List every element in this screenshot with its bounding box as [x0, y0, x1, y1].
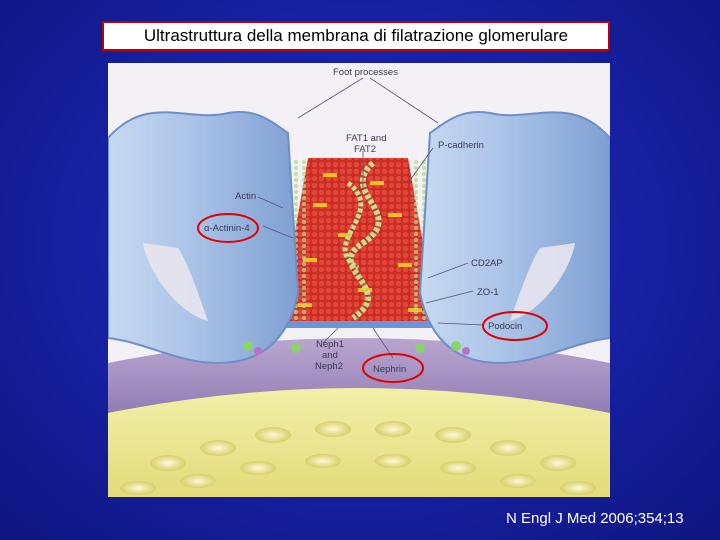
slit-base-row	[278, 321, 438, 328]
diagram-svg	[108, 63, 610, 497]
label-nephrin: Nephrin	[373, 364, 407, 375]
label-neph1: Neph1	[316, 339, 344, 350]
label-alpha-actinin: α-Actinin-4	[204, 223, 250, 234]
label-neph-and: and	[322, 350, 338, 361]
label-foot-processes: Foot processes	[333, 67, 398, 78]
label-neph2: Neph2	[315, 361, 343, 372]
label-fat2: FAT2	[354, 144, 376, 155]
podocyte-slit-diagram	[108, 63, 610, 497]
slide-title: Ultrastruttura della membrana di filatrazione glomerulare	[143, 26, 569, 45]
label-fat: FAT1 and	[346, 133, 387, 144]
label-cd2ap: CD2AP	[471, 258, 503, 269]
label-zo1: ZO-1	[477, 287, 499, 298]
label-podocin: Podocin	[488, 321, 523, 332]
label-p-cadherin: P-cadherin	[438, 140, 484, 151]
foot-process-left	[108, 112, 298, 363]
citation: N Engl J Med 2006;354;13	[506, 510, 684, 527]
label-actin: Actin	[235, 191, 257, 202]
slide-title-box	[102, 21, 610, 51]
